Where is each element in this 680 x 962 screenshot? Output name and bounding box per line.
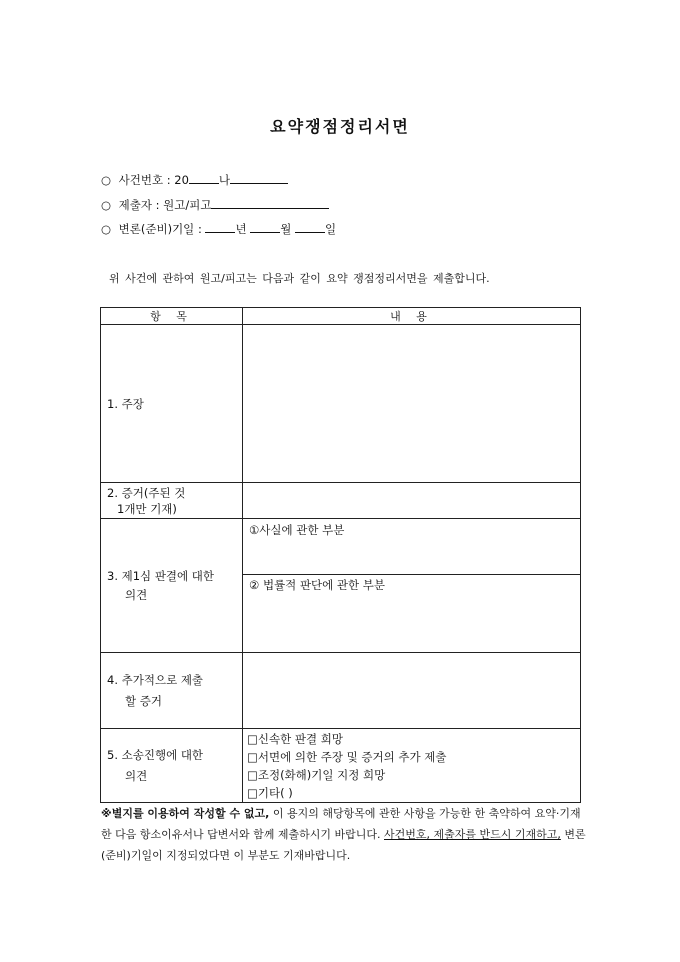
footnote-underline: 사건번호, 제출자를 반드시 기재하고,: [384, 828, 561, 841]
row-opinion-content: [243, 519, 581, 653]
submitter-line: [101, 197, 329, 213]
summary-table: [100, 307, 581, 803]
bullet-icon: ○: [101, 173, 112, 187]
row-opinion-label: 3. 제1심 판결에 대한 의견: [101, 519, 243, 653]
hearing-day-field[interactable]: [295, 221, 325, 233]
submitter-field[interactable]: [211, 197, 329, 209]
option-mediation[interactable]: □조정(화해)기일 지정 희망: [247, 767, 386, 782]
header-content: 내 용: [243, 308, 581, 325]
row-proceeding-options: [243, 729, 581, 803]
hearing-date-label: 변론(준비)기일 :: [118, 222, 206, 236]
footnote-bold: ※별지를 이용하여 작성할 수 없고,: [101, 807, 270, 820]
row-additional-evidence-content[interactable]: [243, 653, 581, 729]
footnote-text-1: 이 용지의 해당항목에 관한 사항을 가능한 한 축약하여 요약·기재 한 다음 항소이유서나 답변서와 함께 제출하시기 바랍니다.: [101, 807, 581, 841]
opinion-legal-section[interactable]: ② 법률적 판단에 관한 부분: [249, 578, 386, 592]
option-quick-judgment[interactable]: □신속한 판결 희망: [247, 731, 343, 746]
option-other[interactable]: □기타( ): [247, 785, 293, 800]
year-label: 년: [235, 222, 247, 236]
row-evidence-content[interactable]: [243, 483, 581, 519]
hearing-date-line: [101, 221, 336, 237]
row-evidence-label: 2. 증거(주된 것 1개만 기재): [101, 483, 243, 519]
hearing-month-field[interactable]: [250, 221, 280, 233]
bullet-icon: ○: [101, 198, 112, 212]
case-number-field[interactable]: [230, 172, 288, 184]
row-claim-content[interactable]: [243, 325, 581, 483]
row-additional-evidence-label: 4. 추가적으로 제출 할 증거: [101, 653, 243, 729]
footnote: [101, 803, 589, 866]
day-label: 일: [325, 222, 337, 236]
month-label: 월: [280, 222, 292, 236]
header-item: 항 목: [101, 308, 243, 325]
option-written-submission[interactable]: □서면에 의한 주장 및 증거의 추가 제출: [247, 749, 447, 764]
intro-text: 위 사건에 관하여 원고/피고는 다음과 같이 요약 쟁점정리서면을 제출합니다.: [109, 272, 490, 285]
hearing-year-field[interactable]: [205, 221, 235, 233]
case-number-label: 사건번호 : 20: [118, 173, 189, 187]
bullet-icon: ○: [101, 222, 112, 236]
row-proceeding-label: 5. 소송진행에 대한 의견: [101, 729, 243, 803]
document-title: 요약쟁점정리서면: [270, 117, 410, 136]
submitter-label: 제출자 : 원고/피고: [118, 198, 212, 212]
footnote-text-2: 변론(준비)기일이 지정되었다면 이 부분도 기재바랍니다.: [101, 828, 586, 862]
case-number-line: [101, 172, 288, 188]
case-number-mid: 나: [218, 173, 231, 187]
opinion-fact-section[interactable]: ①사실에 관한 부분: [243, 519, 580, 575]
row-claim-label: 1. 주장: [101, 325, 243, 483]
case-year-field[interactable]: [189, 172, 219, 184]
